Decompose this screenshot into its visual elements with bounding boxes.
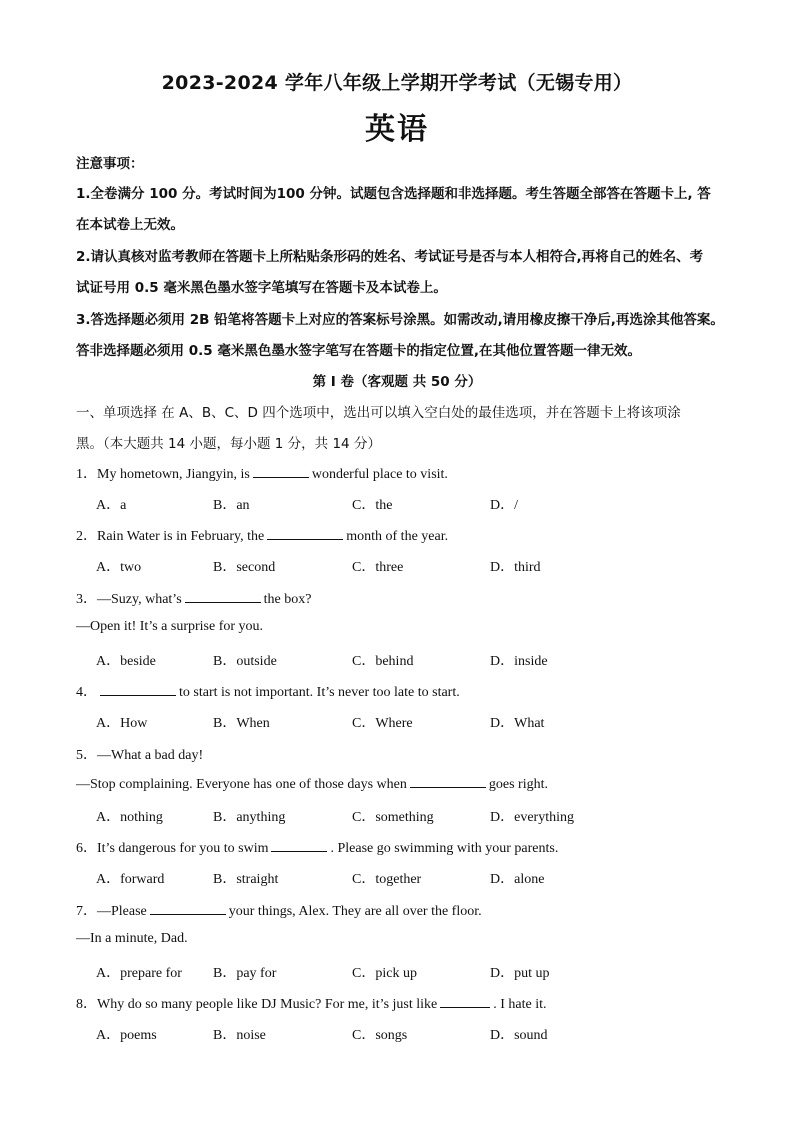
option-a: A．forward	[96, 872, 165, 887]
answer-blank	[253, 465, 309, 478]
option-c: C．songs	[352, 1028, 408, 1043]
option-c: C．Where	[352, 716, 413, 731]
answer-blank	[271, 839, 327, 852]
option-b: B．anything	[213, 810, 286, 825]
question-4-stem	[76, 681, 460, 701]
question-5-stem: 5．—What a bad day!	[76, 748, 204, 763]
question-7-reply: —In a minute, Dad.	[76, 931, 188, 946]
option-c: C．the	[352, 498, 393, 513]
option-a: A．nothing	[96, 810, 163, 825]
answer-blank	[267, 527, 343, 540]
question-3-stem	[76, 588, 311, 608]
answer-blank	[185, 590, 261, 603]
question-5-reply	[76, 775, 548, 793]
option-a: A．prepare for	[96, 966, 182, 981]
notice-line-5: 3.答选择题必须用 2B 铅笔将答题卡上对应的答案标号涂黑。如需改动,请用橡皮擦干净后,再选涂其他答案。	[76, 312, 724, 328]
option-c: C．three	[352, 560, 404, 575]
question-4-text: 4．	[76, 685, 97, 700]
question-5-text-end: goes right.	[488, 777, 548, 792]
option-a: A．a	[96, 498, 127, 513]
option-d: D．put up	[490, 966, 550, 981]
option-d: D．third	[490, 560, 541, 575]
question-2-text-end: month of the year.	[346, 529, 449, 544]
notice-line-1: 1.全卷满分 100 分。考试时间为100 分钟。试题包含选择题和非选择题。考生答题全部答在答题卡上, 答	[76, 186, 711, 202]
subject-title: 英语	[365, 112, 429, 147]
notice-line-2: 在本试卷上无效。	[76, 217, 184, 233]
question-4-text-end: to start is not important. It’s never too late to start.	[179, 685, 460, 700]
question-6-text-end: . Please go swimming with your parents.	[330, 841, 559, 856]
option-d: D．everything	[490, 810, 574, 825]
answer-blank	[440, 995, 490, 1008]
question-8-text-end: . I hate it.	[493, 997, 547, 1012]
answer-blank	[150, 902, 226, 915]
question-1-stem	[76, 463, 448, 483]
option-a: A．two	[96, 560, 142, 575]
answer-blank	[100, 683, 176, 696]
option-a: A．poems	[96, 1028, 157, 1043]
question-2-text: 2．Rain Water is in February, the	[76, 529, 265, 544]
exam-title: 2023-2024 学年八年级上学期开学考试（无锡专用）	[161, 72, 633, 94]
option-c: C．together	[352, 872, 422, 887]
question-7-stem	[76, 900, 482, 920]
question-6-text: 6．It’s dangerous for you to swim	[76, 841, 269, 856]
question-7-text: 7．—Please	[76, 904, 147, 919]
question-3-text: 3．—Suzy, what’s	[76, 592, 182, 607]
question-3-reply: —Open it! It’s a surprise for you.	[76, 619, 264, 634]
option-a: A．How	[96, 716, 148, 731]
option-b: B．pay for	[213, 966, 277, 981]
question-5-text: —Stop complaining. Everyone has one of those days when	[76, 777, 407, 792]
option-b: B．straight	[213, 872, 279, 887]
option-b: B．second	[213, 560, 276, 575]
question-1-text-end: wonderful place to visit.	[311, 467, 448, 482]
question-7-text-end: your things, Alex. They are all over the floor.	[228, 904, 482, 919]
notice-heading: 注意事项：	[76, 156, 144, 172]
option-b: B．noise	[213, 1028, 266, 1043]
notice-line-6: 答非选择题必须用 0.5 毫米黑色墨水签字笔写在答题卡的指定位置,在其他位置答题一律无效。	[76, 343, 641, 359]
notice-line-4: 试证号用 0.5 毫米黑色墨水签字笔填写在答题卡及本试卷上。	[76, 280, 447, 296]
option-c: C．behind	[352, 654, 414, 669]
option-b: B．outside	[213, 654, 277, 669]
section-instruction-2: 黑。（本大题共 14 小题，每小题 1 分，共 14 分）	[76, 436, 381, 452]
option-a: A．beside	[96, 654, 156, 669]
question-2-stem	[76, 525, 448, 545]
answer-blank	[410, 775, 486, 788]
question-8-text: 8．Why do so many people like DJ Music? For me, it’s just like	[76, 997, 438, 1012]
option-d: D．alone	[490, 872, 545, 887]
option-b: B．When	[213, 716, 270, 731]
option-d: D．inside	[490, 654, 548, 669]
question-8-stem	[76, 993, 547, 1013]
option-d: D．/	[490, 498, 518, 513]
volume-heading: 第 I 卷（客观题 共 50 分）	[312, 374, 482, 390]
section-instruction-1: 一、单项选择 在 A、B、C、D 四个选项中，选出可以填入空白处的最佳选项，并在答题卡上将该项涂	[76, 405, 681, 421]
question-1-text: 1．My hometown, Jiangyin, is	[76, 467, 250, 482]
question-3-text-end: the box?	[263, 592, 312, 607]
option-c: C．pick up	[352, 966, 417, 981]
option-c: C．something	[352, 810, 434, 825]
question-6-stem	[76, 837, 558, 857]
notice-line-3: 2.请认真核对监考教师在答题卡上所粘贴条形码的姓名、考试证号是否与本人相符合,再将自己的姓名、考	[76, 249, 704, 265]
option-b: B．an	[213, 498, 250, 513]
option-d: D．sound	[490, 1028, 548, 1043]
option-d: D．What	[490, 716, 545, 731]
